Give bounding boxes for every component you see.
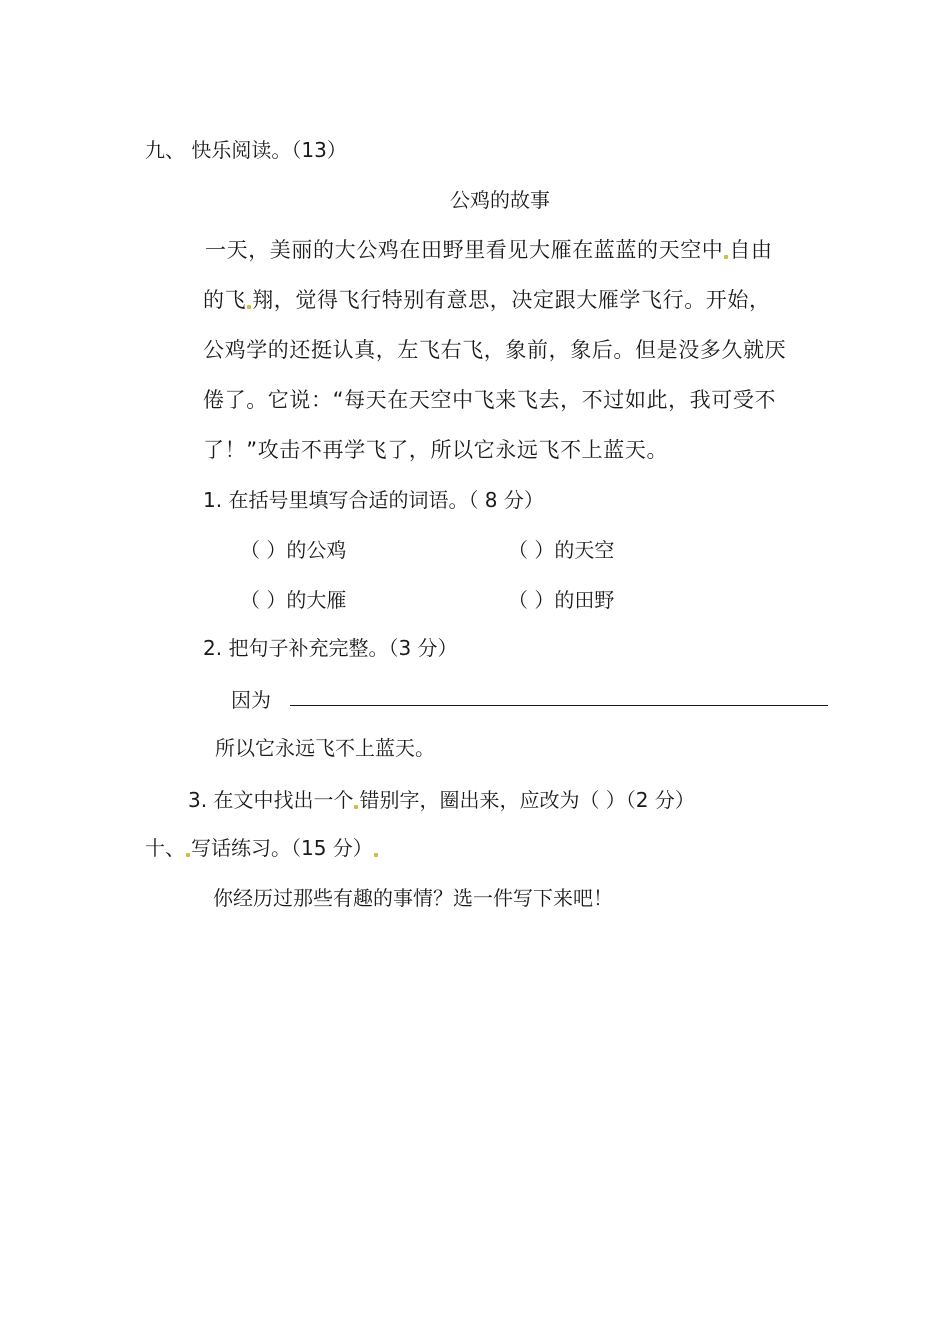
passage-line-3: 公鸡学的还挺认真，左飞右飞，象前，象后。但是没多久就厌 <box>203 338 787 362</box>
section-9-title: 九、 快乐阅读。（13） <box>145 138 347 162</box>
highlight-mark <box>186 853 190 857</box>
highlight-mark <box>354 805 358 809</box>
section-10-title: 十、 写话练习。（15 分） <box>145 834 379 862</box>
passage-line-2: 的飞 翔，觉得飞行特别有意思，决定跟大雁学飞行。开始， <box>203 288 771 312</box>
q1-blank-sky[interactable]: （ ）的天空 <box>508 538 615 562</box>
q1-blank-goose[interactable]: （ ）的大雁 <box>240 588 347 612</box>
passage-line-1: 一天，美丽的大公鸡在田野里看见大雁在蓝蓝的天空中 自由 <box>205 238 773 262</box>
passage-line-5: 了！”攻击不再学飞了，所以它永远飞不上蓝天。 <box>203 438 669 462</box>
highlight-mark <box>374 853 378 857</box>
question-2-label: 2. 把句子补充完整。（3 分） <box>203 636 458 660</box>
question-1-label: 1. 在括号里填写合适的词语。（ 8 分） <box>203 488 544 512</box>
q2-answer-line[interactable] <box>290 705 828 706</box>
question-3-label: 3. 在文中找出一个 错别字，圈出来，应改为（ ）（2 分） <box>188 788 695 812</box>
highlight-mark <box>724 255 728 259</box>
passage-line-4: 倦了。它说：“每天在天空中飞来飞去，不过如此，我可受不 <box>203 388 777 412</box>
q2-so-sentence: 所以它永远飞不上蓝天。 <box>215 736 435 760</box>
highlight-mark <box>247 305 251 309</box>
q2-because-label: 因为 <box>231 688 271 712</box>
section-10-prompt: 你经历过那些有趣的事情？选一件写下来吧！ <box>213 886 613 910</box>
q1-blank-rooster[interactable]: （ ）的公鸡 <box>240 538 347 562</box>
q1-blank-field[interactable]: （ ）的田野 <box>508 588 615 612</box>
story-title: 公鸡的故事 <box>450 188 550 212</box>
